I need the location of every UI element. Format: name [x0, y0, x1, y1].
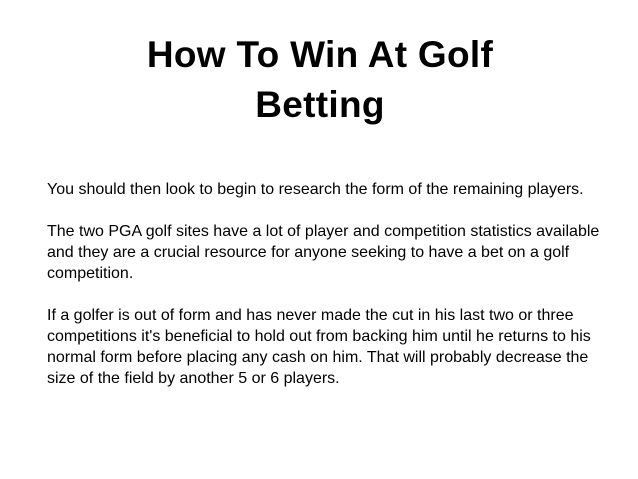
body-paragraph-2: The two PGA golf sites have a lot of player and competition statistics available and they are a crucial resource for anyone seeking to have a bet on a golf competition. [47, 223, 600, 282]
body-paragraph-1: You should then look to begin to research the form of the remaining players. [47, 181, 584, 198]
slide-title-line-2: Betting [255, 84, 385, 125]
slide-title [60, 30, 580, 130]
slide-body [47, 179, 607, 410]
slide-title-line-1: How To Win At Golf [146, 34, 494, 75]
body-paragraph-3: If a golfer is out of form and has never made the cut in his last two or three competitions it's beneficial to hold out from backing him until he returns to his normal form before placing any cash on him. That will probably decrease the size of the field by another 5 or 6 players. [47, 307, 591, 387]
